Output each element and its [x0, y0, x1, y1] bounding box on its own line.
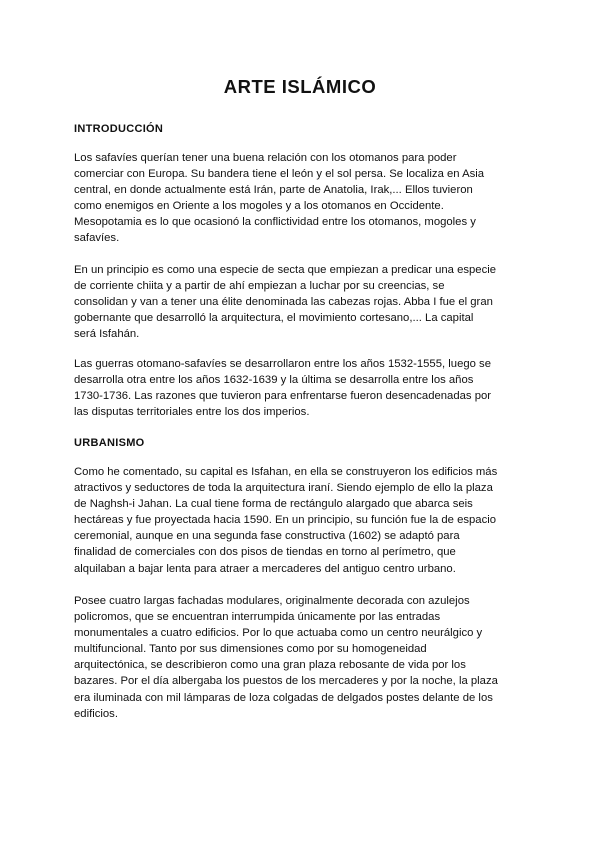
text-line: atractivos y seductores de toda la arquitectura iraní. Siendo ejemplo de ello la plaza	[74, 482, 493, 495]
text-line: Mesopotamia es lo que ocasionó la conflictividad entre los otomanos, mogoles y	[74, 216, 476, 229]
text-line: En un principio es como una especie de secta que empiezan a predicar una especie	[74, 264, 497, 276]
text-line: Las guerras otomano-safavíes se desarrollaron entre los años 1532-1555, luego se	[74, 358, 491, 370]
page-title: ARTE ISLÁMICO	[223, 76, 377, 97]
text-line: finalidad de comerciales con dos pisos de tiendas en torno al perímetro, que	[74, 546, 456, 559]
text-line: gobernante que desarrolló la arquitectura, el movimiento cortesano,... La capital	[74, 312, 474, 325]
text-line: ceremonial, aunque en una segunda fase constructiva (1602) se adaptó para	[74, 530, 460, 543]
text-line: policromos, que se encuentran interrumpida únicamente por las entradas	[74, 611, 441, 624]
text-line: edificios.	[74, 707, 118, 720]
text-line: Como he comentado, su capital es Isfahan, en ella se construyeron los edificios más	[74, 466, 498, 478]
text-line: consolidan y van a tener una élite denominada las cabezas rojas. Abba I fue el gran	[74, 296, 493, 309]
text-line: como enemigos en Oriente a los mogoles y a los otomanos en Occidente.	[74, 200, 444, 213]
text-line: bazares. Por el día albergaba los puestos de los mercaderes y por la noche, la plaza	[74, 675, 498, 688]
text-line: comerciar con Europa. Su bandera tiene el león y el sol persa. Se localiza en Asia	[74, 168, 485, 181]
section-heading-urbanismo: URBANISMO	[74, 437, 145, 449]
intro-paragraph-2	[74, 262, 534, 342]
urbanismo-paragraph-1	[74, 464, 534, 577]
text-line: de Naghsh-i Jahan. La cual tiene forma de rectángulo alargado que abarca seis	[74, 498, 473, 511]
section-heading-introduccion: INTRODUCCIÓN	[74, 123, 164, 135]
text-line: arquitectónica, se describieron como una gran plaza rebosante de vida por los	[74, 659, 466, 672]
urbanismo-paragraph-2	[74, 593, 534, 722]
text-line: desarrolla otra entre los años 1632-1639 y la última se desarrolla entre los años	[74, 374, 474, 387]
text-line: hectáreas y fue proyectada hacia 1590. En un principio, su función fue la de espacio	[74, 514, 497, 527]
text-line: safavíes.	[74, 232, 120, 245]
text-line: era iluminada con mil lámparas de loza colgadas de delgados postes delante de los	[74, 691, 493, 704]
intro-paragraph-1	[74, 150, 534, 247]
intro-paragraph-3	[74, 356, 534, 420]
text-line: monumentales a cuatro edificios. Por lo que actuaba como un centro neurálgico y	[74, 627, 483, 640]
text-line: Posee cuatro largas fachadas modulares, originalmente decorada con azulejos	[74, 595, 470, 607]
text-line: de corriente chiita y a partir de ahí empiezan a luchar por su creencias, se	[74, 280, 445, 293]
text-line: alquilaban a bajar lenta para atraer a mercaderes del antiguo centro urbano.	[74, 562, 456, 575]
text-line: central, en donde actualmente está Irán, parte de Anatolia, Irak,... Ellos tuvieron	[74, 184, 473, 197]
text-line: será Isfahán.	[74, 328, 140, 341]
text-line: las disputas territoriales entre los dos imperios.	[74, 406, 310, 419]
text-line: 1730-1736. Las razones que tuvieron para enfrentarse fueron desencadenadas por	[74, 390, 492, 403]
text-line: Los safavíes querían tener una buena relación con los otomanos para poder	[74, 152, 457, 164]
text-line: multifuncional. Tanto por sus dimensiones como por su homogeneidad	[74, 643, 427, 656]
